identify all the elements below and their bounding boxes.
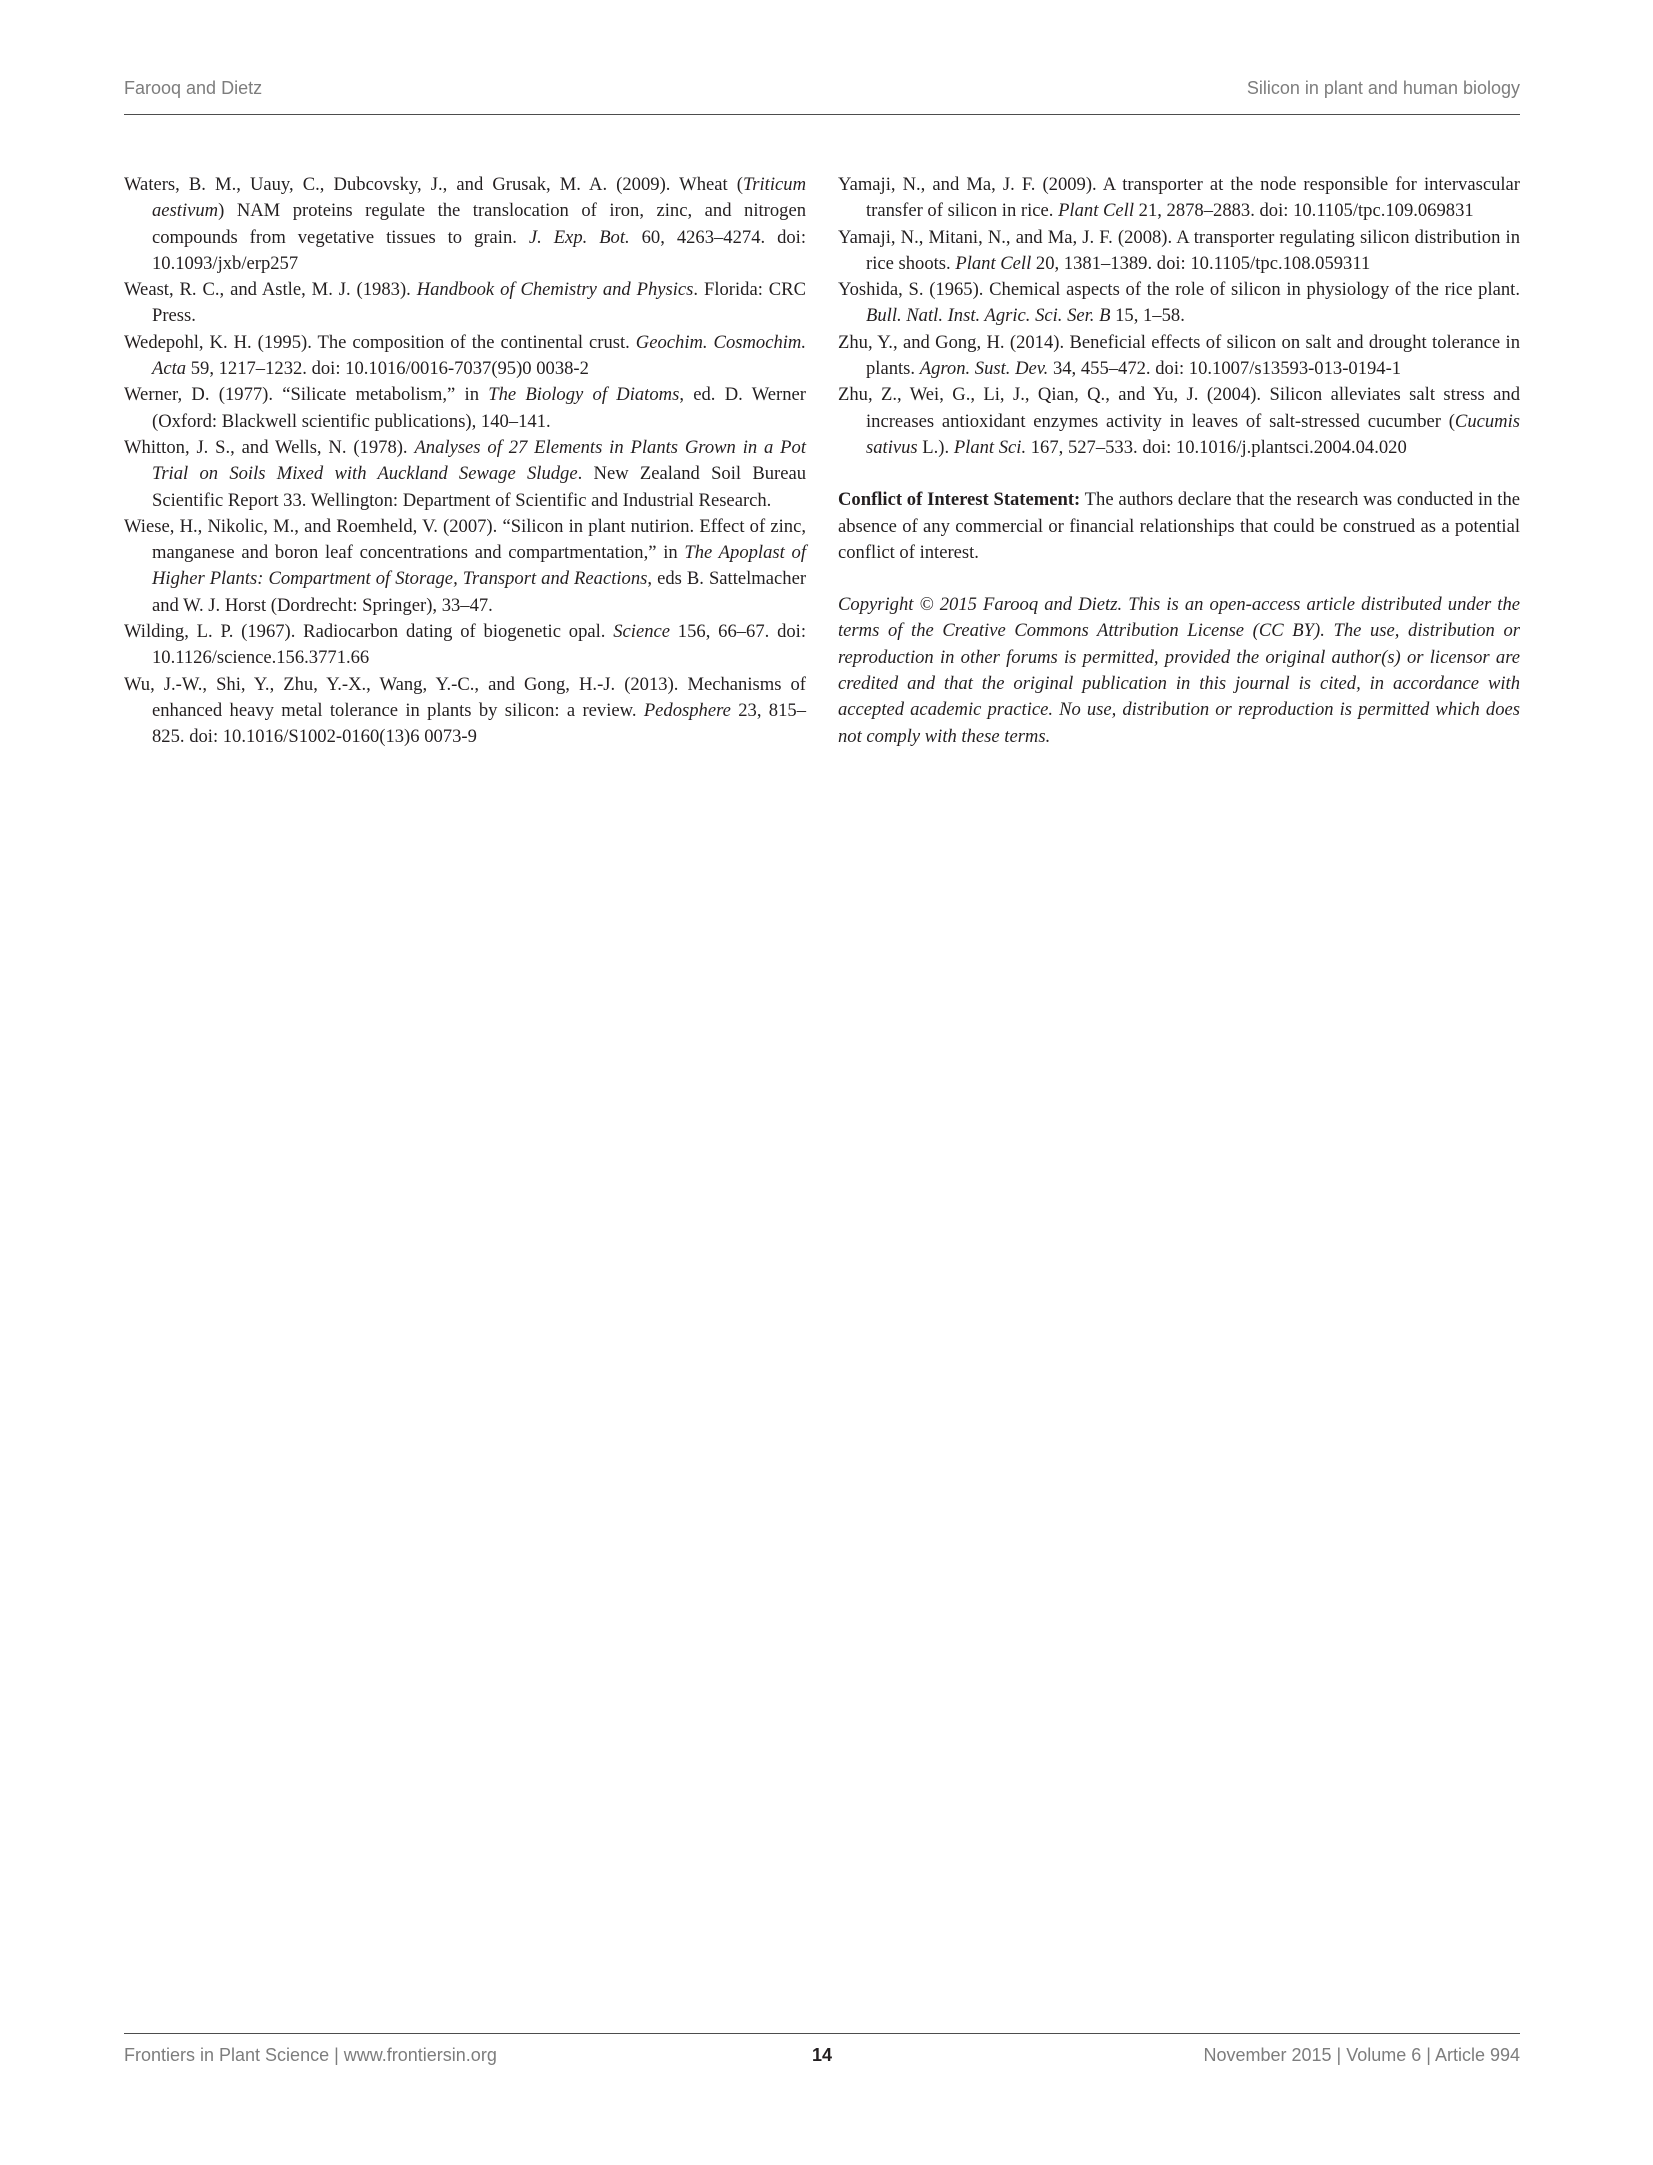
reference-item: Wu, J.-W., Shi, Y., Zhu, Y.-X., Wang, Y.-C., and Gong, H.-J. (2013). Mechanisms of enhanced heavy metal tolerance in plants by silicon: a review. Pedosphere 23, 815–825. doi: 10.1016/S1002-0160(13)6 0073-9: [124, 673, 806, 748]
header-authors: Farooq and Dietz: [124, 78, 263, 98]
header-rule: [124, 114, 1520, 115]
references-right-column: [838, 172, 1520, 750]
running-header: [124, 78, 1520, 99]
footer-journal: Frontiers in Plant Science | www.frontiersin.org: [124, 2045, 497, 2065]
reference-item: Wiese, H., Nikolic, M., and Roemheld, V. (2007). “Silicon in plant nutirion. Effect of zinc, manganese and boron leaf concentrations and compartmentation,” in The Apoplast of Higher Plants: Compartment of Storage, Transport and Reactions, eds B. Sattelmacher and W. J. Horst (Dordrecht: Springer), 33–47.: [124, 515, 807, 616]
reference-item: Yamaji, N., and Ma, J. F. (2009). A transporter at the node responsible for intervascular transfer of silicon in rice. Plant Cell 21, 2878–2883. doi: 10.1105/tpc.109.069831: [838, 174, 1520, 222]
header-title: Silicon in plant and human biology: [1246, 78, 1520, 98]
reference-item: Yoshida, S. (1965). Chemical aspects of the role of silicon in physiology of the rice plant. Bull. Natl. Inst. Agric. Sci. Ser. B 15, 1–58.: [838, 279, 1520, 327]
copyright-notice: Copyright © 2015 Farooq and Dietz. This is an open-access article distributed under the terms of the Creative Commons Attribution License (CC BY). The use, distribution or reproduction in other forums is permitted, provided the original author(s) or licensor are credited and that the original publication in this journal is cited, in accordance with accepted academic practice. No use, distribution or reproduction is permitted which does not comply with these terms.: [838, 594, 1520, 747]
page-number: 14: [812, 2045, 833, 2065]
reference-item: Wedepohl, K. H. (1995). The composition of the continental crust. Geochim. Cosmochim. Acta 59, 1217–1232. doi: 10.1016/0016-7037(95)0 0038-2: [124, 331, 806, 380]
conflict-label: Conflict of Interest Statement:: [838, 489, 1081, 511]
conflict-text: The authors declare that the research was conducted in the absence of any commercial or financial relationships that could be construed as a potential conflict of interest.: [838, 489, 1520, 563]
reference-item: Yamaji, N., Mitani, N., and Ma, J. F. (2008). A transporter regulating silicon distribution in rice shoots. Plant Cell 20, 1381–1389. doi: 10.1105/tpc.108.059311: [838, 226, 1520, 274]
reference-item: Weast, R. C., and Astle, M. J. (1983). Handbook of Chemistry and Physics. Florida: CRC Press.: [124, 279, 806, 327]
reference-item: Zhu, Z., Wei, G., Li, J., Qian, Q., and Yu, J. (2004). Silicon alleviates salt stress and increases antioxidant enzymes activity in leaves of salt-stressed cucumber (Cucumis sativus L.). Plant Sci. 167, 527–533. doi: 10.1016/j.plantsci.2004.04.020: [838, 384, 1520, 458]
conflict-of-interest-statement: [838, 487, 1520, 566]
reference-item: Werner, D. (1977). “Silicate metabolism,” in The Biology of Diatoms, ed. D. Werner (Oxford: Blackwell scientific publications), 140–141.: [124, 384, 806, 432]
running-footer: [124, 2045, 1520, 2066]
reference-item: Whitton, J. S., and Wells, N. (1978). Analyses of 27 Elements in Plants Grown in a Pot Trial on Soils Mixed with Auckland Sewage Sludge. New Zealand Soil Bureau Scientific Report 33. Wellington: Department of Scientific and Industrial Research.: [124, 436, 807, 511]
reference-item: Zhu, Y., and Gong, H. (2014). Beneficial effects of silicon on salt and drought tolerance in plants. Agron. Sust. Dev. 34, 455–472. doi: 10.1007/s13593-013-0194-1: [838, 331, 1520, 380]
reference-item: Waters, B. M., Uauy, C., Dubcovsky, J., and Grusak, M. A. (2009). Wheat (Triticum aestivum) NAM proteins regulate the translocation of iron, zinc, and nitrogen compounds from vegetative tissues to grain. J. Exp. Bot. 60, 4263–4274. doi: 10.1093/jxb/erp257: [124, 174, 807, 274]
footer-issue: November 2015 | Volume 6 | Article 994: [1203, 2045, 1520, 2065]
references-left-column: [124, 172, 806, 751]
footer-rule: [124, 2033, 1520, 2034]
reference-item: Wilding, L. P. (1967). Radiocarbon dating of biogenetic opal. Science 156, 66–67. doi: 10.1126/science.156.3771.66: [124, 621, 806, 669]
